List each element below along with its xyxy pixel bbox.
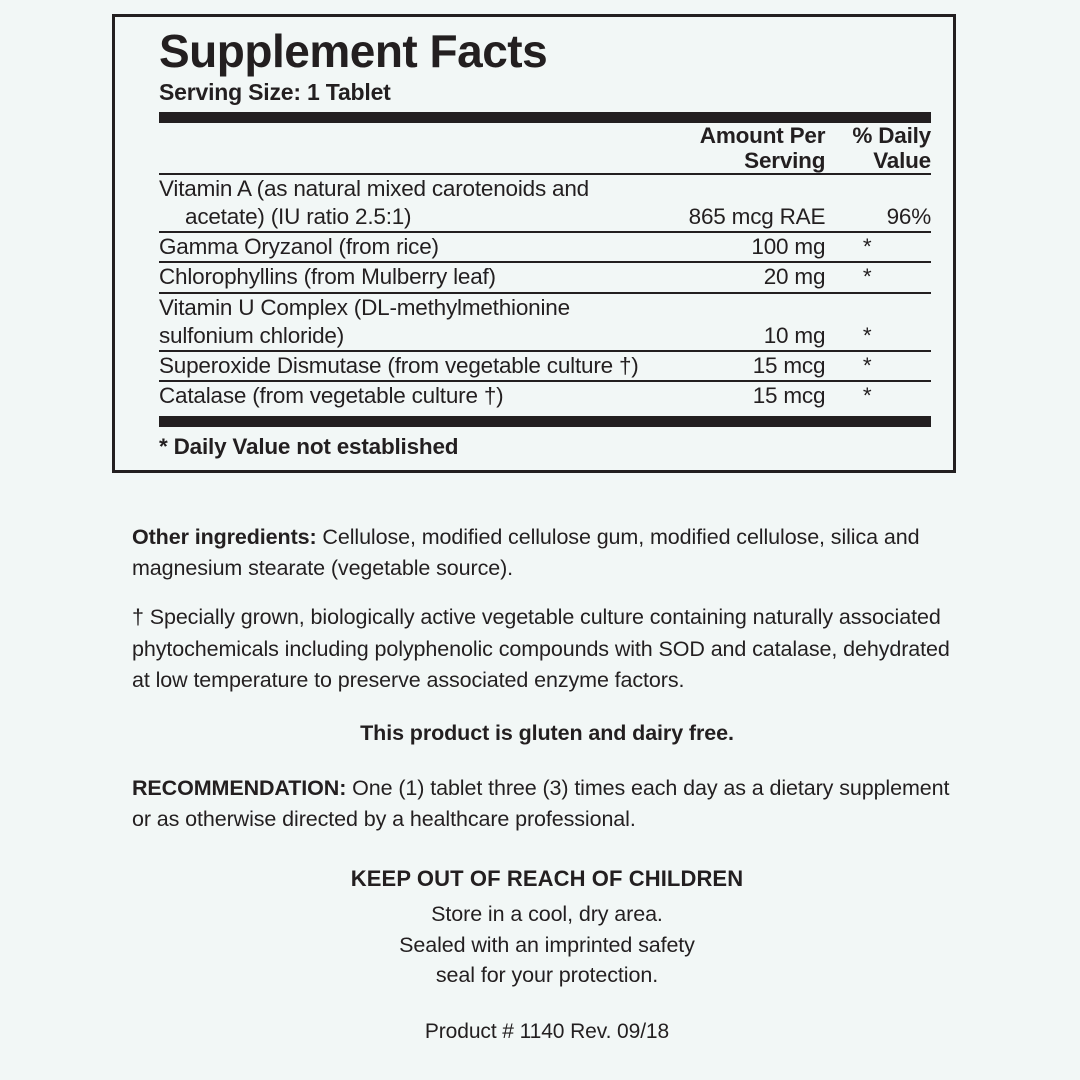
nutrient-amount: 15 mcg [752, 382, 826, 408]
other-ingredients-label: Other ingredients: [132, 525, 317, 549]
nutrient-name: Gamma Oryzanol (from rice) [159, 234, 439, 260]
nutrient-amount: 20 mg [763, 264, 826, 290]
table-row [159, 263, 931, 291]
header-amount-line1: Amount Per [699, 122, 826, 148]
other-ingredients [132, 522, 962, 584]
header-blank [159, 123, 652, 173]
nutrient-name-line2: acetate) (IU ratio 2.5:1) [185, 204, 412, 230]
nutrient-name: Catalase (from vegetable culture †) [159, 382, 504, 408]
header-daily-value [825, 123, 931, 173]
header-amount-per-serving [652, 123, 826, 173]
nutrient-name: Vitamin U Complex (DL-methylmethionine sulfonium chloride) [159, 294, 570, 348]
header-dv-line2: Value [873, 147, 931, 173]
nutrient-amount: 15 mcg [752, 352, 826, 378]
label-body-copy [132, 522, 962, 1047]
table-row [159, 382, 931, 410]
nutrient-amount: 100 mg [751, 234, 826, 260]
nutrient-name-line1: Vitamin A (as natural mixed carotenoids and [159, 176, 589, 202]
rule-thick-bottom [159, 416, 931, 427]
nutrient-dv: * [862, 352, 872, 378]
storage-line-2: Sealed with an imprinted safety [399, 932, 695, 957]
nutrient-dv: * [862, 382, 872, 408]
header-dv-line1: % Daily [852, 122, 931, 148]
dagger-footnote: † Specially grown, biologically active vegetable culture containing naturally associated phytochemicals including polyphenolic compounds with SOD and catalase, dehydrated at low temperature to preserve associated enzyme factors. [132, 605, 950, 692]
table-header-row [159, 123, 931, 173]
table-row [159, 352, 931, 380]
product-number: Product # 1140 Rev. 09/18 [424, 1019, 670, 1043]
serving-size: Serving Size: 1 Tablet [159, 78, 391, 105]
nutrient-dv: 96% [886, 204, 931, 230]
recommendation [132, 773, 962, 835]
supplement-facts-panel [112, 14, 956, 473]
nutrient-name: Chlorophyllins (from Mulberry leaf) [159, 264, 496, 290]
daily-value-footnote: * Daily Value not established [159, 434, 459, 460]
nutrition-table [159, 123, 931, 410]
nutrient-dv: * [862, 234, 872, 260]
header-amount-line2: Serving [744, 147, 826, 173]
keep-out-of-reach-warning: KEEP OUT OF REACH OF CHILDREN [350, 866, 744, 892]
nutrient-dv: * [862, 264, 872, 290]
recommendation-text: One (1) tablet three (3) times each day as a dietary supplement or as otherwise directed by a healthcare professional. [132, 776, 950, 832]
nutrient-name: Superoxide Dismutase (from vegetable culture †) [159, 352, 639, 378]
table-row [159, 233, 931, 261]
gluten-dairy-free-statement: This product is gluten and dairy free. [360, 720, 734, 745]
nutrient-dv: * [862, 322, 872, 348]
table-row [159, 294, 931, 350]
storage-line-3: seal for your protection. [435, 963, 659, 988]
panel-title: Supplement Facts [159, 25, 548, 77]
nutrient-amount: 10 mg [763, 322, 826, 348]
nutrient-amount: 865 mcg RAE [688, 204, 826, 230]
table-row [159, 175, 931, 231]
rule-thick-top [159, 112, 931, 123]
storage-line-1: Store in a cool, dry area. [431, 902, 663, 927]
recommendation-label: RECOMMENDATION: [132, 776, 347, 801]
nutrient-name [159, 175, 652, 231]
other-ingredients-text: Cellulose, modified cellulose gum, modified cellulose, silica and magnesium stearate (vegetable source). [132, 525, 920, 581]
